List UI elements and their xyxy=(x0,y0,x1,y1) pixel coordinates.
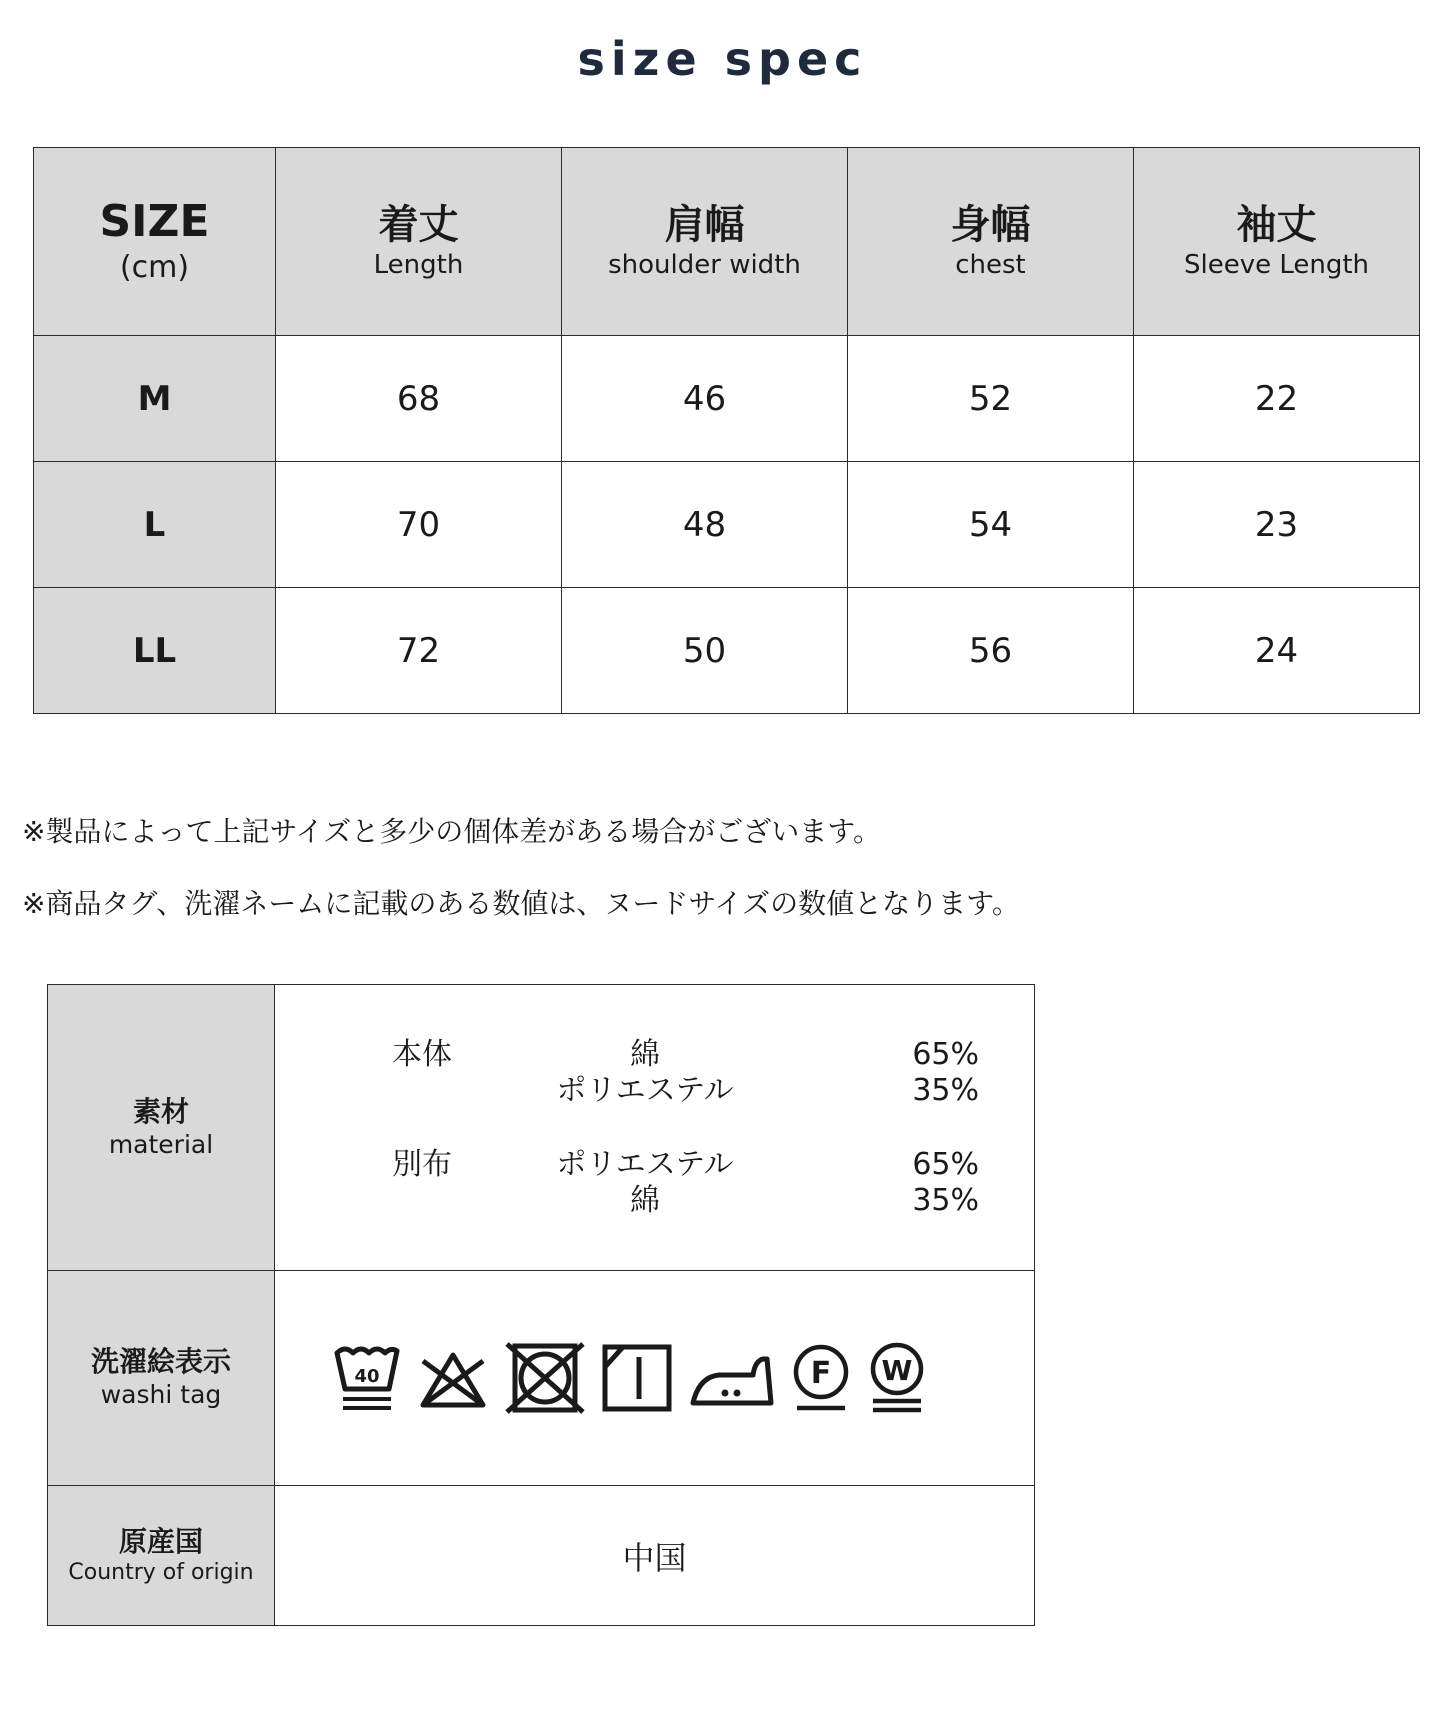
page-title: size spec xyxy=(577,32,868,86)
value-cell: 56 xyxy=(848,588,1134,714)
note-nude-size: ※商品タグ、洗濯ネームに記載のある数値は、ヌードサイズの数値となります。 xyxy=(22,887,1020,920)
wash-icon-list xyxy=(275,1271,1034,1485)
value-cell: 52 xyxy=(848,336,1134,462)
material-percent: 65% xyxy=(912,1037,979,1072)
value-cell: 22 xyxy=(1134,336,1420,462)
dry-clean-letter: F xyxy=(810,1356,832,1391)
header-sleeve-en: Sleeve Length xyxy=(1183,249,1370,280)
header-length xyxy=(276,148,562,336)
value-cell: 24 xyxy=(1134,588,1420,714)
material-sublabel: material xyxy=(108,1129,214,1159)
material-fiber: 綿 xyxy=(630,1037,660,1072)
note-size-variance: ※製品によって上記サイズと多少の個体差がある場合がございます。 xyxy=(22,815,881,848)
header-shoulder-en: shoulder width xyxy=(608,249,801,280)
size-table-header xyxy=(34,148,1420,336)
info-table xyxy=(47,984,1035,1626)
wet-clean-letter: W xyxy=(881,1354,913,1387)
line-dry-shade-icon xyxy=(601,1343,673,1413)
value-cell: 50 xyxy=(562,588,848,714)
origin-value: 中国 xyxy=(275,1486,1035,1626)
material-row xyxy=(48,985,1035,1271)
wash-row xyxy=(48,1271,1035,1486)
material-label: 素材 xyxy=(132,1094,189,1128)
value-cell: 72 xyxy=(276,588,562,714)
size-header-cell xyxy=(34,148,276,336)
value-cell: 23 xyxy=(1134,462,1420,588)
value-cell: 70 xyxy=(276,462,562,588)
origin-label: 原産国 xyxy=(118,1524,203,1558)
size-cell: M xyxy=(34,336,276,462)
header-length-jp: 着丈 xyxy=(378,201,459,248)
header-shoulder-jp: 肩幅 xyxy=(664,201,745,248)
size-header-unit: (cm) xyxy=(119,250,190,286)
value-cell: 48 xyxy=(562,462,848,588)
material-list xyxy=(275,985,1034,1270)
material-fiber: ポリエステル xyxy=(556,1073,734,1108)
wash-label-cell xyxy=(48,1271,275,1486)
table-row xyxy=(34,588,1420,714)
size-table xyxy=(33,147,1420,714)
header-chest-jp: 身幅 xyxy=(950,201,1031,248)
material-group-name: 本体 xyxy=(392,1037,452,1072)
table-row xyxy=(34,336,1420,462)
value-cell: 46 xyxy=(562,336,848,462)
header-chest xyxy=(848,148,1134,336)
iron-medium-icon xyxy=(689,1343,775,1413)
wash-label: 洗濯絵表示 xyxy=(90,1345,231,1379)
origin-sublabel: Country of origin xyxy=(68,1559,254,1585)
header-length-en: Length xyxy=(373,249,464,280)
origin-row xyxy=(48,1486,1035,1626)
wash-sublabel: washi tag xyxy=(100,1380,222,1410)
dry-clean-f-icon xyxy=(791,1342,851,1414)
value-cell: 54 xyxy=(848,462,1134,588)
wet-clean-w-icon xyxy=(867,1341,927,1415)
header-chest-en: chest xyxy=(955,249,1026,280)
table-row xyxy=(34,462,1420,588)
material-fiber: 綿 xyxy=(630,1183,660,1218)
material-percent: 35% xyxy=(912,1073,979,1108)
material-label-cell xyxy=(48,985,275,1271)
header-sleeve xyxy=(1134,148,1420,336)
size-header-label: SIZE xyxy=(99,195,210,247)
wash-40-gentle-icon xyxy=(333,1343,401,1413)
material-fiber: ポリエステル xyxy=(556,1147,734,1182)
no-bleach-icon xyxy=(417,1343,489,1413)
header-sleeve-jp: 袖丈 xyxy=(1236,201,1317,248)
material-percent: 65% xyxy=(912,1147,979,1182)
material-group-name: 別布 xyxy=(392,1147,452,1182)
header-shoulder xyxy=(562,148,848,336)
origin-label-cell xyxy=(48,1486,275,1626)
no-tumble-dry-icon xyxy=(505,1342,585,1414)
material-percent: 35% xyxy=(912,1183,979,1218)
value-cell: 68 xyxy=(276,336,562,462)
size-cell: L xyxy=(34,462,276,588)
material-value-cell xyxy=(275,985,1035,1271)
wash-icons-cell xyxy=(275,1271,1035,1486)
size-cell: LL xyxy=(34,588,276,714)
wash-temp-label: 40 xyxy=(354,1366,380,1387)
